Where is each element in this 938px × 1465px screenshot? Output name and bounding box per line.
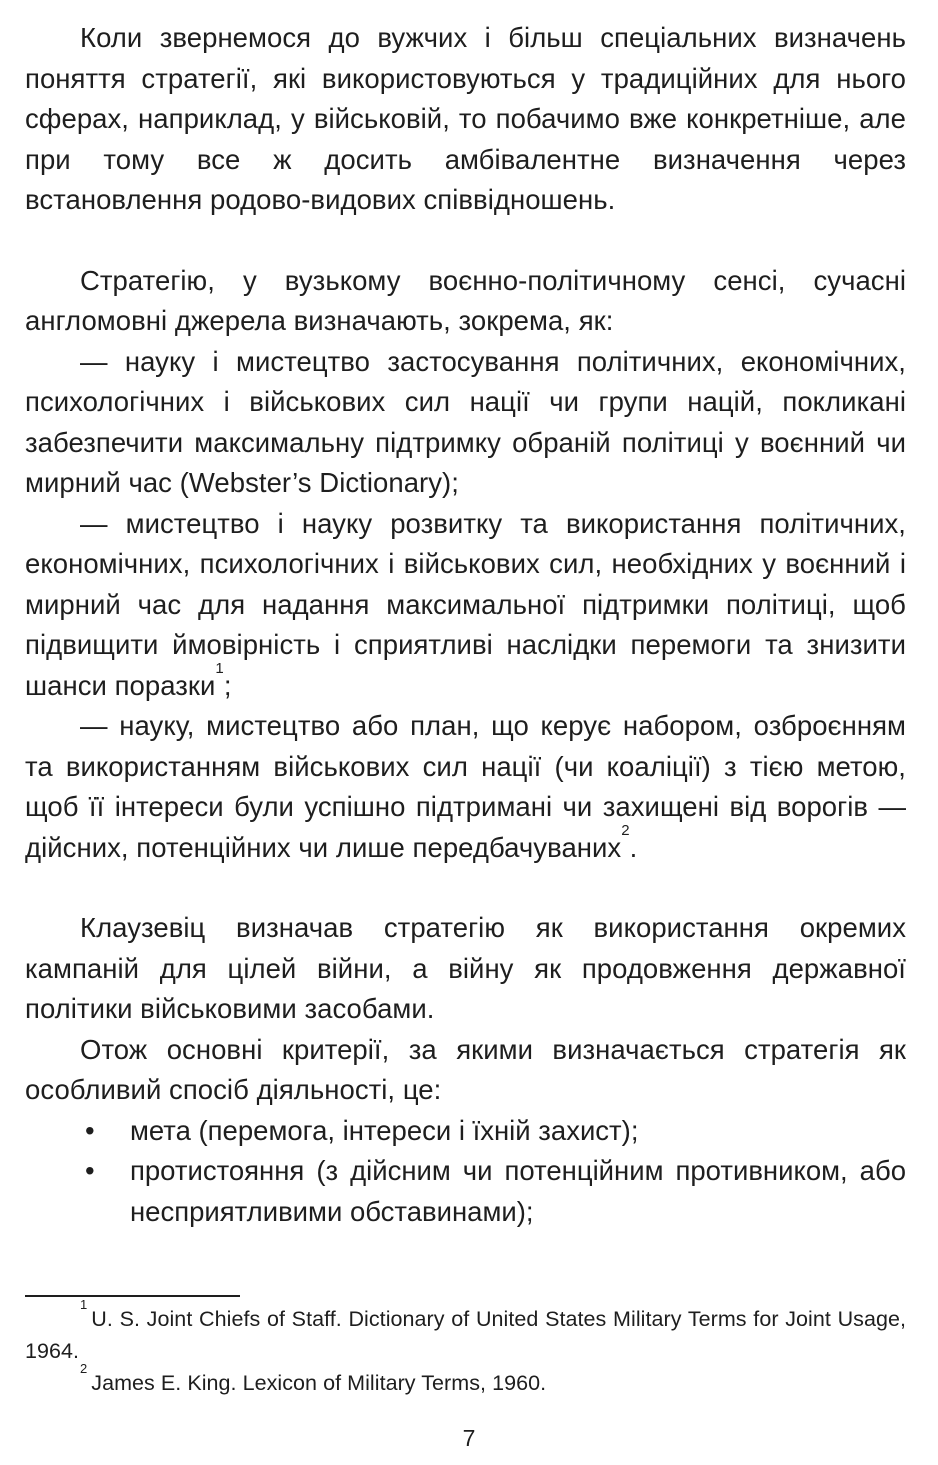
paragraph-criteria: Отож основні критерії, за якими визначається стратегія як особливий спосіб діяльності, це: <box>25 1033 906 1105</box>
bullet-icon: • <box>85 1155 95 1186</box>
definition-item-3-text: — науку, мистецтво або план, що керує набором, озброєнням та використанням військових сил нації (чи коаліції) з тією метою, щоб її інтереси були успішно підтримані чи захищені від ворогів — дійсних, потенційних чи лише передбачуваних <box>25 710 906 863</box>
paragraph-clausewitz: Клаузевіц визначав стратегію як використання окремих кампаній для цілей війни, а війну як продовження державної політики військовими засобами. <box>25 912 906 1024</box>
page-number: 7 <box>462 1425 476 1451</box>
footnote-2 <box>25 1361 906 1399</box>
footnote-1 <box>25 1297 906 1367</box>
footnote-ref-2[interactable]: 2 <box>621 821 630 839</box>
paragraph-definitions-intro: Стратегію, у вузькому воєнно-політичному сенсі, сучасні англомовні джерела визначають, зокрема, як: <box>25 264 906 336</box>
list-item-text: протистояння (з дійсним чи потенційним противником, або несприятливими обставинами); <box>130 1155 906 1227</box>
list-item-text: мета (перемога, інтереси і їхній захист); <box>130 1114 639 1146</box>
definition-item-3-end: . <box>629 831 638 863</box>
list-item <box>25 1111 906 1152</box>
footnotes <box>25 1297 906 1399</box>
definition-item-2 <box>25 504 906 707</box>
definition-item-2-end: ; <box>223 669 232 701</box>
footnote-text: James E. King. Lexicon of Military Terms, 1960. <box>91 1371 547 1395</box>
definition-item-2-text: — мистецтво і науку розвитку та використання політичних, економічних, психологічних і військових сил, необхідних у воєнний і мирний час для надання максимальної підтримки політиці, щоб підвищити ймовірність і сприятливі наслідки перемоги та знизити шанси поразки <box>25 507 906 701</box>
paragraph-intro: Коли звернемося до вужчих і більш спеціальних визначень поняття стратегії, які використовуються у традиційних для нього сферах, наприклад, у військовій, то побачимо вже конкретніше, але при тому все ж досить амбівалентне визначення через встановлення родово-видових співвідношень. <box>25 22 906 215</box>
bullet-icon: • <box>85 1114 95 1146</box>
list-item <box>25 1151 906 1232</box>
definition-item-1: — науку і мистецтво застосування політичних, економічних, психологічних і військових сил нації чи групи націй, покликані забезпечити максимальну підтримку обраній політиці у воєнний чи мирний час (Webster’s Dictionary); <box>25 345 906 498</box>
footnote-ref-1[interactable]: 1 <box>215 659 224 677</box>
paragraph-spacer <box>25 868 906 908</box>
criteria-list <box>25 1111 906 1233</box>
definition-item-3 <box>25 706 906 868</box>
footnote-text: U. S. Joint Chiefs of Staff. Dictionary of United States Military Terms for Joint Usage, 1964. <box>25 1307 906 1363</box>
footnote-number: 1 <box>80 1297 88 1312</box>
footnote-separator <box>25 1295 240 1297</box>
footnote-number: 2 <box>80 1361 88 1376</box>
page-body <box>25 18 906 1232</box>
paragraph-spacer <box>25 221 906 261</box>
